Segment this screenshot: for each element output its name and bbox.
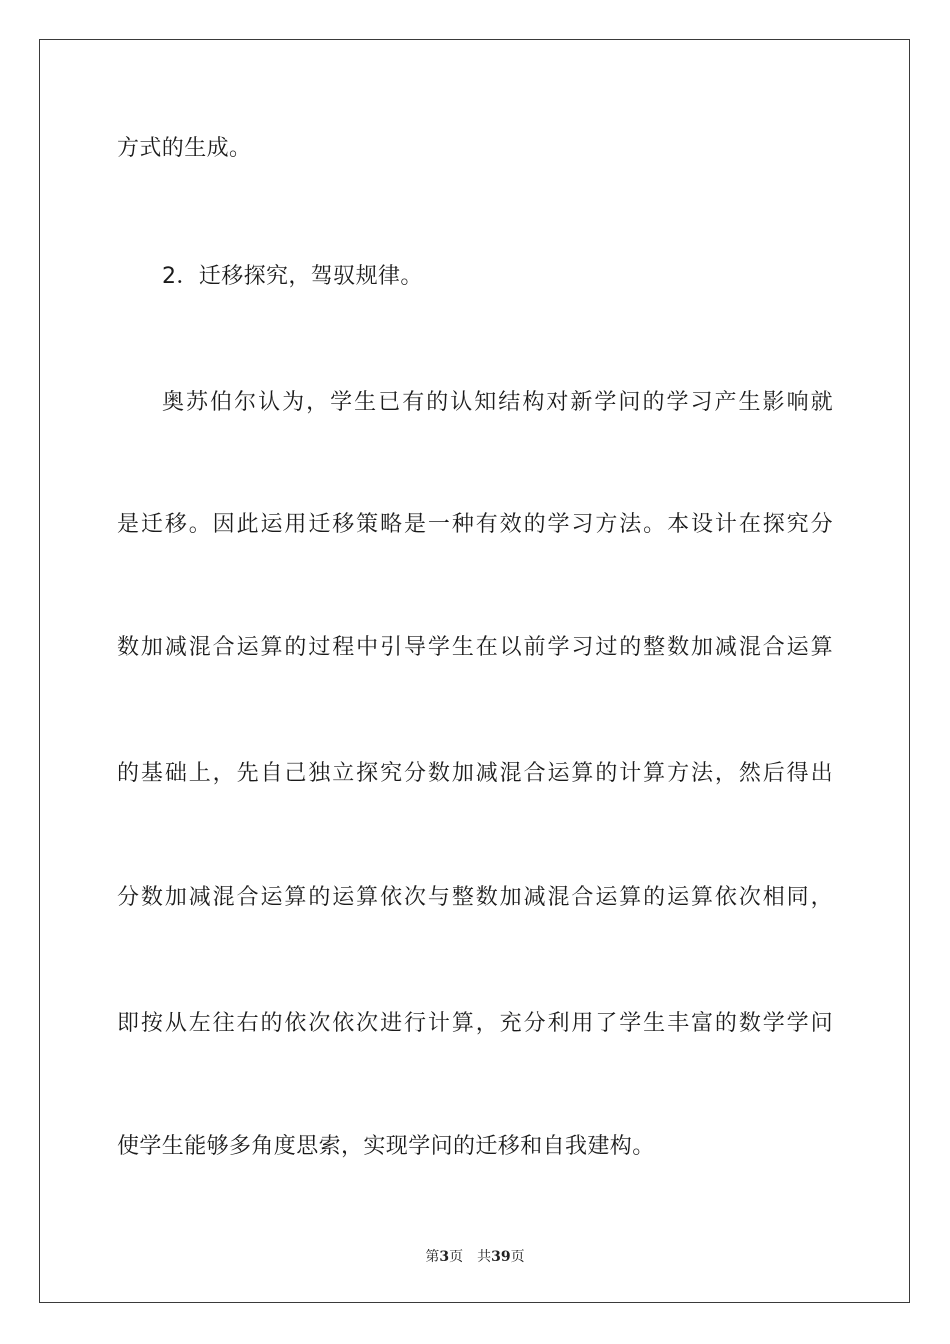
page-footer xyxy=(0,1247,950,1267)
total-prefix: 共 xyxy=(477,1249,492,1265)
page-border xyxy=(39,39,910,1303)
page-number: 3 xyxy=(439,1249,450,1265)
total-pages: 39 xyxy=(491,1249,511,1265)
text-line-1: 方式的生成。 xyxy=(117,136,252,161)
paragraph-line-5: 分数加减混合运算的运算依次与整数加减混合运算的运算依次相同， xyxy=(117,885,833,910)
paragraph-line-2: 是迁移。因此运用迁移策略是一种有效的学习方法。本设计在探究分 xyxy=(117,512,833,537)
page-prefix: 第 xyxy=(425,1249,440,1265)
total-suffix: 页 xyxy=(510,1249,525,1265)
paragraph-line-3: 数加减混合运算的过程中引导学生在以前学习过的整数加减混合运算 xyxy=(117,635,833,660)
section-heading: 2．迁移探究，驾驭规律。 xyxy=(162,264,423,289)
paragraph-line-4: 的基础上，先自己独立探究分数加减混合运算的计算方法，然后得出 xyxy=(117,761,833,786)
paragraph-line-6: 即按从左往右的依次依次进行计算，充分利用了学生丰富的数学学问 xyxy=(117,1011,833,1036)
paragraph-line-1: 奥苏伯尔认为，学生已有的认知结构对新学问的学习产生影响就 xyxy=(162,390,833,415)
page-suffix: 页 xyxy=(449,1249,464,1265)
paragraph-line-7: 使学生能够多角度思索，实现学问的迁移和自我建构。 xyxy=(117,1134,655,1159)
